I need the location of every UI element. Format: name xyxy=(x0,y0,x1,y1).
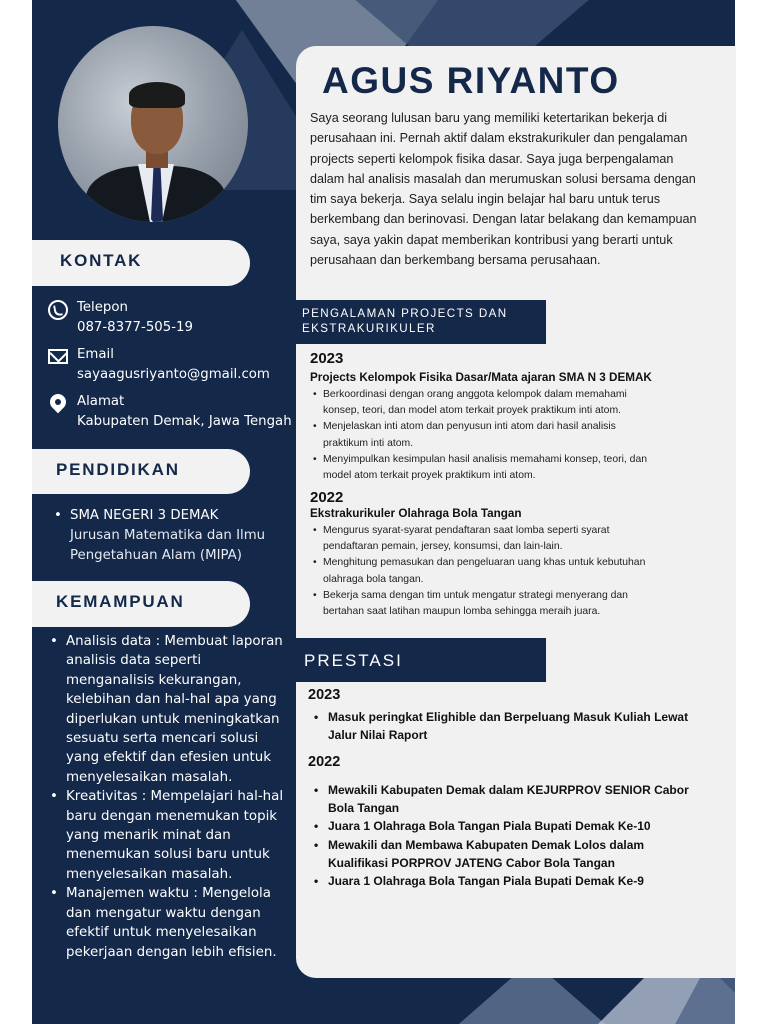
address-value: Kabupaten Demak, Jawa Tengah xyxy=(77,414,292,429)
achievement-year: 2023 xyxy=(308,687,341,703)
achievement-item: • Mewakili Kabupaten Demak dalam KEJURPROV SENIOR Cabor Bola Tangan xyxy=(314,781,699,817)
achievement-list xyxy=(314,781,699,890)
experience-item: • Menyimpulkan kesimpulan hasil analisis memahami konsep, teori, dan model atom terkait proyek praktikum inti atom. xyxy=(313,452,658,484)
profile-photo xyxy=(58,26,248,222)
section-title: KONTAK xyxy=(60,251,143,270)
experience-item: • Berkoordinasi dengan orang anggota kelompok dalam memahami konsep, teori, dan model atom terkait proyek praktikum inti atom. xyxy=(313,387,658,419)
experience-title: Projects Kelompok Fisika Dasar/Mata ajaran SMA N 3 DEMAK xyxy=(310,371,652,384)
phone-icon xyxy=(48,300,68,320)
experience-year: 2022 xyxy=(310,489,344,506)
section-header-pengalaman: PENGALAMAN PROJECTS DAN EKSTRAKURIKULER xyxy=(296,300,546,344)
section-header-kontak xyxy=(32,240,250,286)
achievement-item: • Juara 1 Olahraga Bola Tangan Piala Bupati Demak Ke-10 xyxy=(314,817,699,835)
school-major: Jurusan Matematika dan Ilmu Pengetahuan Alam (MIPA) xyxy=(70,528,266,563)
experience-list xyxy=(313,523,658,620)
email-value: sayaagusriyanto@gmail.com xyxy=(77,367,270,382)
address-label: Alamat xyxy=(77,394,125,409)
achievement-item: • Masuk peringkat Elighible dan Berpeluang Masuk Kuliah Lewat Jalur Nilai Raport xyxy=(314,708,699,744)
school-name: • SMA NEGERI 3 DEMAK xyxy=(52,506,282,526)
experience-item: • Menjelaskan inti atom dan penyusun inti atom dari hasil analisis praktikum inti atom. xyxy=(313,419,658,451)
experience-title: Ekstrakurikuler Olahraga Bola Tangan xyxy=(310,507,522,520)
experience-year: 2023 xyxy=(310,350,344,367)
skill-item: • Analisis data : Membuat laporan analisis data seperti menganalisis kekurangan, kelebihan dan hal-hal apa yang diperlukan untuk meningkatkan sesuatu serta mencari solusi yang efektif dan efesien untuk menyelesaikan masalah. xyxy=(48,632,286,787)
section-title: PENDIDIKAN xyxy=(56,460,180,479)
skills-list xyxy=(48,632,286,962)
education-entry xyxy=(52,506,282,566)
email-label: Email xyxy=(77,347,114,362)
section-title: KEMAMPUAN xyxy=(56,592,185,611)
skill-item: • Manajemen waktu : Mengelola dan mengatur waktu dengan efektif untuk menyelesaikan pekerjaan dengan lebih efisien. xyxy=(48,884,286,962)
candidate-name: AGUS RIYANTO xyxy=(322,60,620,101)
section-header-prestasi: PRESTASI xyxy=(296,638,546,682)
phone-label: Telepon xyxy=(77,300,128,315)
skill-item: • Kreativitas : Mempelajari hal-hal baru dengan menemukan topik yang menarik minat dan menemukan solusi baru untuk menyelesaikan masalah. xyxy=(48,787,286,884)
experience-list xyxy=(313,387,658,484)
section-header-kemampuan xyxy=(32,581,250,627)
experience-item: • Bekerja sama dengan tim untuk mengatur strategi menyerang dan bertahan saat latihan maupun lomba sehingga meraih juara. xyxy=(313,588,658,620)
experience-item: • Menghitung pemasukan dan pengeluaran uang khas untuk kebutuhan olahraga bola tangan. xyxy=(313,555,658,587)
experience-item: • Mengurus syarat-syarat pendaftaran saat lomba seperti syarat pendaftaran pemain, jersey, konsumsi, dan lain-lain. xyxy=(313,523,658,555)
mail-icon xyxy=(48,349,68,364)
intro-paragraph: Saya seorang lulusan baru yang memiliki ketertarikan bekerja di perusahaan ini. Pernah aktif dalam ekstrakurikuler dan pengalaman projects seperti kelompok fisika dasar. Saya juga berpengalaman dalam hal analisis masalah dan merumuskan solusi bersama dengan tim saya bekerja. Saya selalu ingin belajar hal baru untuk terus berkembang dan berinovasi. Dengan latar belakang dan kemampuan saya, saya yakin dapat memberikan kontribusi yang berarti untuk perusahaan dan berkembang bersama perusahaan. xyxy=(310,111,697,268)
achievement-item: • Mewakili dan Membawa Kabupaten Demak Lolos dalam Kualifikasi PORPROV JATENG Cabor Bola Tangan xyxy=(314,836,699,872)
achievement-list xyxy=(314,708,699,744)
achievement-year: 2022 xyxy=(308,754,341,770)
section-header-pendidikan xyxy=(32,449,250,494)
achievement-item: • Juara 1 Olahraga Bola Tangan Piala Bupati Demak Ke-9 xyxy=(314,872,699,890)
phone-value: 087-8377-505-19 xyxy=(77,320,193,335)
